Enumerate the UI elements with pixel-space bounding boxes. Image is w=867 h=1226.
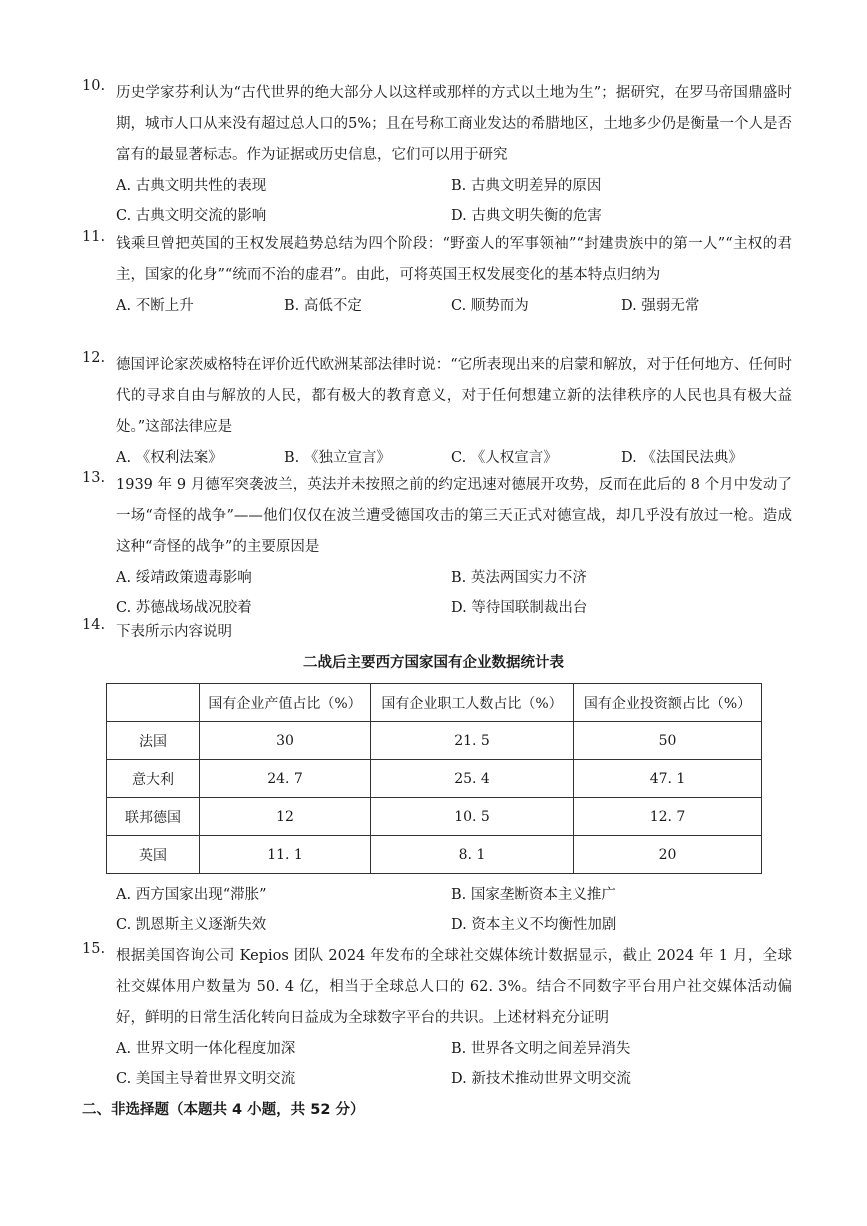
option-a[interactable]: A. 《权利法案》: [116, 450, 223, 466]
option-row: [116, 171, 792, 201]
question-number: 14.: [82, 617, 106, 633]
option-b[interactable]: B. 《独立宣言》: [284, 450, 391, 466]
option-row: [116, 443, 792, 473]
question-14-options: [82, 880, 792, 940]
option-a[interactable]: A. 世界文明一体化程度加深: [116, 1041, 296, 1057]
option-d[interactable]: D. 强弱无常: [621, 298, 700, 314]
table-cell: 法国: [107, 722, 200, 760]
option-d[interactable]: D. 新技术推动世界文明交流: [451, 1071, 631, 1087]
option-c[interactable]: C. 凯恩斯主义逐渐失效: [116, 917, 267, 933]
data-table: [106, 683, 762, 874]
question-14: [82, 617, 792, 648]
option-b[interactable]: B. 国家垄断资本主义推广: [451, 887, 616, 903]
option-a[interactable]: A. 古典文明共性的表现: [116, 178, 267, 194]
option-c[interactable]: C. 古典文明交流的影响: [116, 208, 267, 224]
table-cell: 21. 5: [371, 722, 574, 760]
option-row: [116, 1034, 792, 1064]
question-number: 12.: [82, 350, 106, 366]
question-number: 15.: [82, 941, 106, 957]
question-12: [82, 350, 792, 473]
table-cell: 10. 5: [371, 798, 574, 836]
table-cell: 30: [200, 722, 371, 760]
table-header-cell: [107, 684, 200, 722]
option-c[interactable]: C. 苏德战场战况胶着: [116, 600, 252, 616]
option-c[interactable]: C. 《人权宣言》: [451, 450, 558, 466]
option-b[interactable]: B. 世界各文明之间差异消失: [451, 1041, 631, 1057]
question-stem: 钱乘旦曾把英国的王权发展趋势总结为四个阶段：“野蛮人的军事领袖”“封建贵族中的第一人”“主权的君主，国家的化身”“统而不治的虚君”。由此，可将英国王权发展变化的基本特点归纳为: [116, 236, 792, 283]
option-c[interactable]: C. 美国主导着世界文明交流: [116, 1071, 296, 1087]
table-row: [107, 760, 762, 798]
option-a[interactable]: A. 西方国家出现“滞胀”: [116, 887, 267, 903]
section-heading: 二、非选择题（本题共 4 小题，共 52 分）: [82, 1102, 365, 1118]
option-d[interactable]: D. 资本主义不均衡性加剧: [451, 917, 617, 933]
option-d[interactable]: D. 等待国联制裁出台: [451, 600, 588, 616]
option-row: [116, 563, 792, 593]
table-cell: 英国: [107, 836, 200, 874]
table-caption: 二战后主要西方国家国有企业数据统计表: [303, 655, 564, 671]
table-row: [107, 836, 762, 874]
table-cell: 20: [574, 836, 762, 874]
question-11: [82, 229, 792, 321]
table-cell: 25. 4: [371, 760, 574, 798]
table-cell: 12: [200, 798, 371, 836]
option-row: [116, 291, 792, 321]
table-row: [107, 722, 762, 760]
table-cell: 11. 1: [200, 836, 371, 874]
question-number: 11.: [82, 229, 106, 245]
table-header-cell: 国有企业职工人数占比（%）: [371, 684, 574, 722]
option-row: [116, 910, 792, 940]
question-stem: 根据美国咨询公司 Kepios 团队 2024 年发布的全球社交媒体统计数据显示，截止 2024 年 1 月，全球社交媒体用户数量为 50. 4 亿，相当于全球总人口的 62. 3%。结合不同数字平台用户社交媒体活动偏好，鲜明的日常生活化转向日益成为全球数字平台的共识。上述材料充分证明: [116, 948, 792, 1026]
question-13: [82, 470, 792, 623]
table-cell: 24. 7: [200, 760, 371, 798]
option-a[interactable]: A. 不断上升: [116, 298, 194, 314]
question-15: [82, 941, 792, 1094]
question-number: 13.: [82, 470, 106, 486]
table-row: [107, 798, 762, 836]
table-cell: 12. 7: [574, 798, 762, 836]
option-row: [116, 880, 792, 910]
option-c[interactable]: C. 顺势而为: [451, 298, 529, 314]
question-10: [82, 78, 792, 231]
option-d[interactable]: D. 《法国民法典》: [621, 450, 743, 466]
question-stem: 德国评论家茨威格特在评价近代欧洲某部法律时说：“它所表现出来的启蒙和解放，对于任何地方、任何时代的寻求自由与解放的人民，都有极大的教育意义，对于任何想建立新的法律秩序的人民也具有极大益处。”这部法律应是: [116, 357, 792, 435]
table-cell: 意大利: [107, 760, 200, 798]
table-cell: 50: [574, 722, 762, 760]
option-row: [116, 1064, 792, 1094]
option-d[interactable]: D. 古典文明失衡的危害: [451, 208, 602, 224]
table-header-cell: 国有企业投资额占比（%）: [574, 684, 762, 722]
option-a[interactable]: A. 绥靖政策遗毒影响: [116, 570, 252, 586]
table-cell: 8. 1: [371, 836, 574, 874]
option-b[interactable]: B. 高低不定: [284, 298, 362, 314]
question-stem: 历史学家芬利认为“古代世界的绝大部分人以这样或那样的方式以土地为生”；据研究，在罗马帝国鼎盛时期，城市人口从来没有超过总人口的5%；且在号称工商业发达的希腊地区，土地多少仍是衡量一个人是否富有的最显著标志。作为证据或历史信息，它们可以用于研究: [116, 85, 792, 163]
table-cell: 联邦德国: [107, 798, 200, 836]
table-header-row: [107, 684, 762, 722]
table-cell: 47. 1: [574, 760, 762, 798]
option-b[interactable]: B. 古典文明差异的原因: [451, 178, 602, 194]
option-b[interactable]: B. 英法两国实力不济: [451, 570, 587, 586]
question-stem: 下表所示内容说明: [116, 624, 232, 640]
question-stem: 1939 年 9 月德军突袭波兰，英法并未按照之前的约定迅速对德展开攻势，反而在此后的 8 个月中发动了一场“奇怪的战争”——他们仅仅在波兰遭受德国攻击的第三天正式对德宣战，却几乎没有放过一枪。造成这种“奇怪的战争”的主要原因是: [116, 477, 792, 555]
table-header-cell: 国有企业产值占比（%）: [200, 684, 371, 722]
option-row: [116, 201, 792, 231]
question-number: 10.: [82, 78, 106, 94]
